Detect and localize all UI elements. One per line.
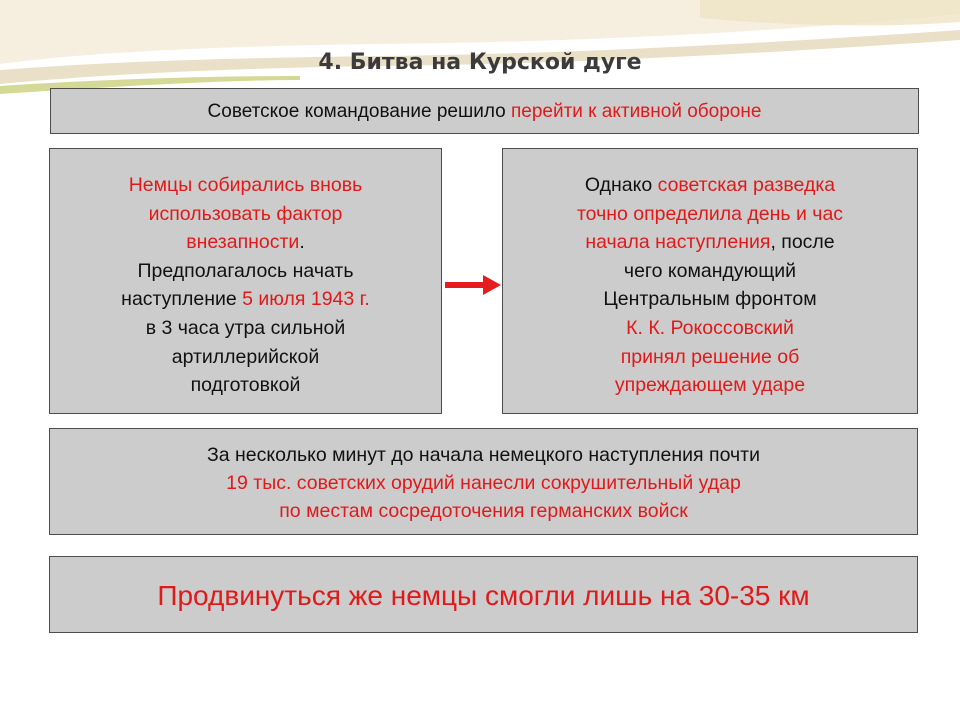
strike-line-3: по местам сосредоточения германских войск [279,500,688,522]
german-plan-line-1: Немцы собирались вновь [128,174,363,196]
german-plan-box [49,148,442,414]
soviet-intel-box [502,148,918,414]
german-plan-line-3: внезапности [186,231,300,254]
arrow-head [483,275,501,295]
intel-line-3-highlight: начала наступления [585,231,771,254]
strike-line-1: За несколько минут до начала немецкого наступления почти [207,444,760,466]
german-plan-line-8: подготовкой [190,374,301,397]
intel-line-7: принял решение об [620,345,800,368]
slide-title: 4. Битва на Курской дуге [318,50,642,75]
decision-highlight: перейти к активной обороне [510,101,762,122]
intel-line-6: К. К. Рокоссовский [626,316,794,339]
arrow-shaft [445,282,485,288]
intel-line-4: чего командующий [623,259,797,282]
german-plan-line-2: использовать фактор [148,202,343,225]
decision-text: Советское командование решило [207,101,511,122]
german-plan-date: 5 июля 1943 г. [242,288,370,311]
german-plan-line-6: в 3 часа утра сильной [145,316,346,339]
german-plan-line-3-tail: . [299,231,305,254]
intel-line-1-highlight: советская разведка [657,174,836,196]
german-plan-line-4: Предполагалось начать [137,259,354,282]
result-text: Продвинуться же немцы смогли лишь на 30-35 км [157,580,810,611]
strike-line-2: 19 тыс. советских орудий нанесли сокрушительный удар [226,472,741,494]
intel-line-3: , после [770,231,835,254]
intel-line-5: Центральным фронтом [603,288,817,311]
result-box [49,556,918,633]
intel-line-8: упреждающем ударе [614,374,806,397]
artillery-strike-box [49,428,918,535]
arrow-right-icon [443,271,503,299]
intel-line-2: точно определила день и час [576,202,844,225]
german-plan-line-7: артиллерийской [171,345,320,368]
decision-box [50,88,919,134]
intel-line-1: Однако [584,174,658,196]
german-plan-line-5: наступление [121,288,243,311]
